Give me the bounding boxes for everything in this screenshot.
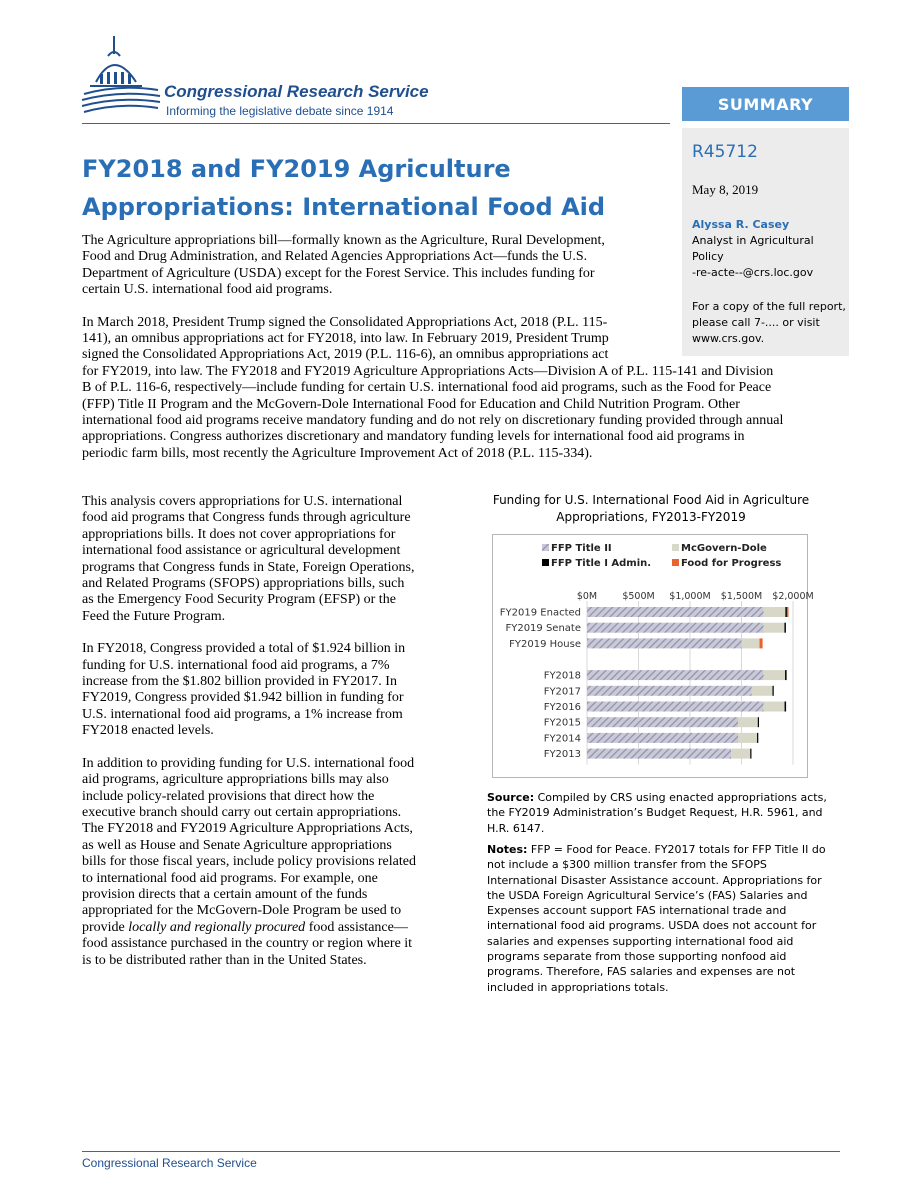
category-label: FY2019 House — [509, 638, 581, 650]
legend-label-ffp-title-i-admin: FFP Title I Admin. — [551, 558, 652, 569]
figure-source — [487, 790, 837, 836]
text-line: periodic farm bills, most recently the Agriculture Improvement Act of 2018 (P.L. 115-334). — [82, 445, 593, 461]
text-line: The Agriculture appropriations bill—formally known as the Agriculture, Rural Development, — [82, 233, 605, 248]
bar-mcgovern-dole — [738, 717, 758, 727]
x-tick-label: $1,500M — [720, 591, 763, 602]
text-line: U.S. international food aid programs, a 1% increase from — [82, 706, 403, 722]
text-line: In addition to providing funding for U.S. international food — [82, 755, 415, 771]
copy-note-line-1: For a copy of the full report, — [692, 300, 846, 313]
text-line: and Related Programs (SFOPS) appropriations bills, such — [82, 576, 405, 592]
paragraph-policy — [82, 756, 452, 969]
text-line: appropriations. Congress authorizes discretionary and mandatory funding levels for international food aid programs in — [82, 429, 745, 445]
bar-ffp-title-ii — [587, 670, 764, 680]
text-run: food assistance— — [305, 919, 408, 935]
text-line: as the Emergency Food Security Program (EFSP) or the — [82, 592, 396, 608]
header-divider — [82, 123, 670, 124]
notes-line: International Disaster Assistance account. Appropriations for — [487, 873, 822, 887]
notes-line: not include a $300 million transfer from the SFOPS — [487, 858, 767, 872]
funding-chart — [493, 535, 814, 777]
category-label: FY2013 — [543, 749, 581, 761]
text-line: increase from the $1.802 billion provided in FY2017. In — [82, 674, 397, 690]
report-title — [82, 150, 662, 226]
x-tick-label: $2,000M — [772, 591, 814, 602]
figure-title-line-2: Appropriations, FY2013-FY2019 — [556, 510, 746, 524]
bar-mcgovern-dole — [731, 749, 750, 759]
category-label: FY2014 — [543, 733, 581, 745]
bar-food-for-progress — [760, 638, 763, 648]
notes-line: international food aid programs. USDA does not account for — [487, 919, 817, 933]
bar-mcgovern-dole — [738, 733, 757, 743]
category-label: FY2019 Senate — [505, 623, 581, 635]
text-line: Department of Agriculture (USDA) except for the Forest Service. This includes funding for — [82, 265, 595, 281]
bar-ffp-title-i-admin — [750, 749, 751, 759]
legend-label-mcgovern-dole: McGovern-Dole — [681, 543, 767, 554]
text-line: aid programs, agriculture appropriations bills may also — [82, 772, 389, 788]
bar-mcgovern-dole — [764, 623, 785, 633]
text-line: food assistance purchased in the country or region where it — [82, 936, 413, 952]
bar-ffp-title-ii — [587, 749, 731, 759]
org-name: Congressional Research Service — [164, 82, 429, 101]
bar-mcgovern-dole — [752, 686, 773, 696]
source-text: Compiled by CRS using enacted appropriations acts, — [534, 791, 827, 804]
source-line: H.R. 6147. — [487, 821, 545, 835]
x-tick-label: $1,000M — [669, 591, 711, 602]
notes-line: salaries and expenses supporting international food aid — [487, 934, 794, 948]
text-line: international food assistance or agricultural development — [82, 543, 401, 559]
bar-ffp-title-ii — [587, 623, 764, 633]
report-number: R45712 — [692, 142, 758, 162]
text-line: include policy-related provisions that direct how the — [82, 788, 375, 804]
text-line: This analysis covers appropriations for U.S. international — [82, 494, 403, 509]
source-label: Source: — [487, 791, 535, 804]
title-line-1: FY2018 and FY2019 Agriculture — [82, 155, 511, 183]
emphasis-text: locally and regionally procured — [128, 919, 306, 935]
notes-text: FFP = Food for Peace. FY2017 totals for FFP Title II do — [527, 843, 826, 856]
notes-line: included in appropriations totals. — [487, 980, 669, 994]
text-line: appropriated for the McGovern-Dole Program be used to — [82, 903, 402, 919]
text-line: 141), an omnibus appropriations act for FY2018, into law. In February 2019, President Trump — [82, 331, 609, 347]
org-tagline: Informing the legislative debate since 1914 — [166, 104, 394, 118]
text-line: provision directs that a certain amount of the funds — [82, 886, 368, 902]
author-title-line-1: Analyst in Agricultural — [692, 234, 814, 247]
legend-swatch-ffp-title-i-admin — [542, 559, 549, 566]
report-date: May 8, 2019 — [692, 182, 759, 197]
bar-ffp-title-i-admin — [757, 733, 758, 743]
author-email[interactable]: -re-acte--@crs.loc.gov — [692, 266, 814, 279]
category-label: FY2015 — [543, 717, 581, 729]
text-line: for FY2019, into law. The FY2018 and FY2019 Agriculture Appropriations Acts—Division A of P.L. 115-141 and Division — [82, 363, 774, 379]
x-tick-label: $500M — [622, 591, 655, 602]
text-line: bills for those fiscal years, include policy provisions related — [82, 854, 416, 870]
text-line: funding for U.S. international food aid programs, a 7% — [82, 657, 390, 673]
text-line: as well as House and Senate Agriculture appropriations — [82, 837, 392, 853]
bar-ffp-title-i-admin — [773, 686, 774, 696]
text-line: certain U.S. international food aid programs. — [82, 282, 333, 298]
category-label: FY2017 — [543, 686, 581, 698]
text-line: FY2018 enacted levels. — [82, 723, 214, 739]
bar-ffp-title-i-admin — [785, 670, 787, 680]
text-line: programs that Congress funds in State, Foreign Operations, — [82, 559, 415, 575]
bar-mcgovern-dole — [764, 607, 786, 617]
legend-swatch-ffp-title-ii — [542, 544, 549, 551]
copy-note-line-2: please call 7-.... or visit — [692, 316, 820, 329]
bar-ffp-title-i-admin — [785, 607, 787, 617]
category-label: FY2019 Enacted — [499, 607, 581, 619]
notes-line — [487, 842, 837, 857]
text-line: is to be distributed rather than in the United States. — [82, 952, 367, 968]
author-name: Alyssa R. Casey — [692, 218, 790, 231]
text-line: In FY2018, Congress provided a total of $1.924 billion in — [82, 641, 406, 657]
author-title-line-2: Policy — [692, 250, 724, 263]
text-line: signed the Consolidated Appropriations Act, 2019 (P.L. 116-6), an omnibus appropriations act — [82, 347, 609, 363]
footer-divider — [82, 1151, 840, 1152]
bar-ffp-title-ii — [587, 638, 742, 648]
category-label: FY2018 — [543, 670, 581, 682]
legend-label-ffp-title-ii: FFP Title II — [551, 543, 612, 554]
bar-ffp-title-ii — [587, 702, 764, 712]
text-line: B of P.L. 116-6, respectively—include funding for certain U.S. international food aid programs, such as the Food for Peace — [82, 380, 772, 396]
text-line: In March 2018, President Trump signed the Consolidated Appropriations Act, 2018 (P.L. 115- — [82, 314, 608, 330]
text-line: (FFP) Title II Program and the McGovern-Dole International Food for Education and Child Nutrition Program. Other — [82, 396, 740, 412]
figure-title — [466, 492, 836, 526]
bar-mcgovern-dole — [742, 638, 760, 648]
text-run: provide — [82, 919, 129, 935]
bar-ffp-title-ii — [587, 607, 764, 617]
text-line — [82, 920, 452, 936]
figure-notes — [487, 842, 837, 995]
notes-line: programs. Therefore, FAS salaries and expenses are not — [487, 965, 796, 979]
text-line: FY2019, Congress provided $1.942 billion in funding for — [82, 690, 404, 706]
crs-capitol-logo-icon — [80, 34, 164, 122]
x-tick-label: $0M — [576, 591, 598, 602]
text-line: executive branch should carry out certain appropriations. — [82, 804, 402, 820]
bar-ffp-title-ii — [587, 733, 738, 743]
title-line-2: Appropriations: International Food Aid — [82, 193, 606, 221]
text-line: Food and Drug Administration, and Related Agencies Appropriations Act—funds the U.S. — [82, 249, 588, 265]
summary-banner: SUMMARY — [682, 87, 849, 121]
text-line: Feed the Future Program. — [82, 608, 226, 624]
category-label: FY2016 — [543, 702, 581, 713]
bar-ffp-title-i-admin — [758, 717, 759, 727]
copy-note-line-3[interactable]: www.crs.gov. — [692, 332, 765, 345]
notes-label: Notes: — [487, 843, 528, 856]
intro-paragraph-1 — [82, 233, 783, 299]
source-line — [487, 790, 837, 805]
legend-label-food-for-progress: Food for Progress — [681, 558, 782, 569]
bar-ffp-title-i-admin — [785, 702, 787, 712]
text-line: food aid programs that Congress funds through agriculture — [82, 510, 411, 526]
chart-frame — [492, 534, 814, 778]
intro-section — [82, 233, 783, 462]
notes-line: the USDA Foreign Agricultural Service’s (FAS) Salaries and — [487, 888, 808, 902]
bar-mcgovern-dole — [764, 702, 785, 712]
footer-org-name: Congressional Research Service — [82, 1156, 257, 1170]
text-line: appropriations bills. It does not cover appropriations for — [82, 526, 396, 542]
legend-swatch-food-for-progress — [672, 559, 679, 566]
intro-paragraph-2 — [82, 315, 783, 463]
notes-line: programs separate from those supporting nonfood aid — [487, 950, 787, 964]
text-line: to international food aid programs. For example, one — [82, 870, 378, 886]
paragraph-funding — [82, 641, 452, 739]
text-line: The FY2018 and FY2019 Agriculture Appropriations Acts, — [82, 821, 413, 837]
notes-line: Expenses account support FAS international trade and — [487, 904, 787, 918]
figure-title-line-1: Funding for U.S. International Food Aid in Agriculture — [492, 493, 810, 507]
source-line: the FY2019 Administration’s Budget Request, H.R. 5961, and — [487, 806, 823, 820]
legend-swatch-mcgovern-dole — [672, 544, 679, 551]
left-column — [82, 494, 452, 969]
bar-ffp-title-ii — [587, 717, 738, 727]
bar-mcgovern-dole — [764, 670, 785, 680]
bar-ffp-title-ii — [587, 686, 752, 696]
bar-food-for-progress — [787, 607, 789, 617]
text-line: international food aid programs receive mandatory funding and do not rely on discretionary funding provided through annual — [82, 413, 784, 429]
paragraph-scope — [82, 494, 452, 625]
bar-ffp-title-i-admin — [784, 623, 785, 633]
